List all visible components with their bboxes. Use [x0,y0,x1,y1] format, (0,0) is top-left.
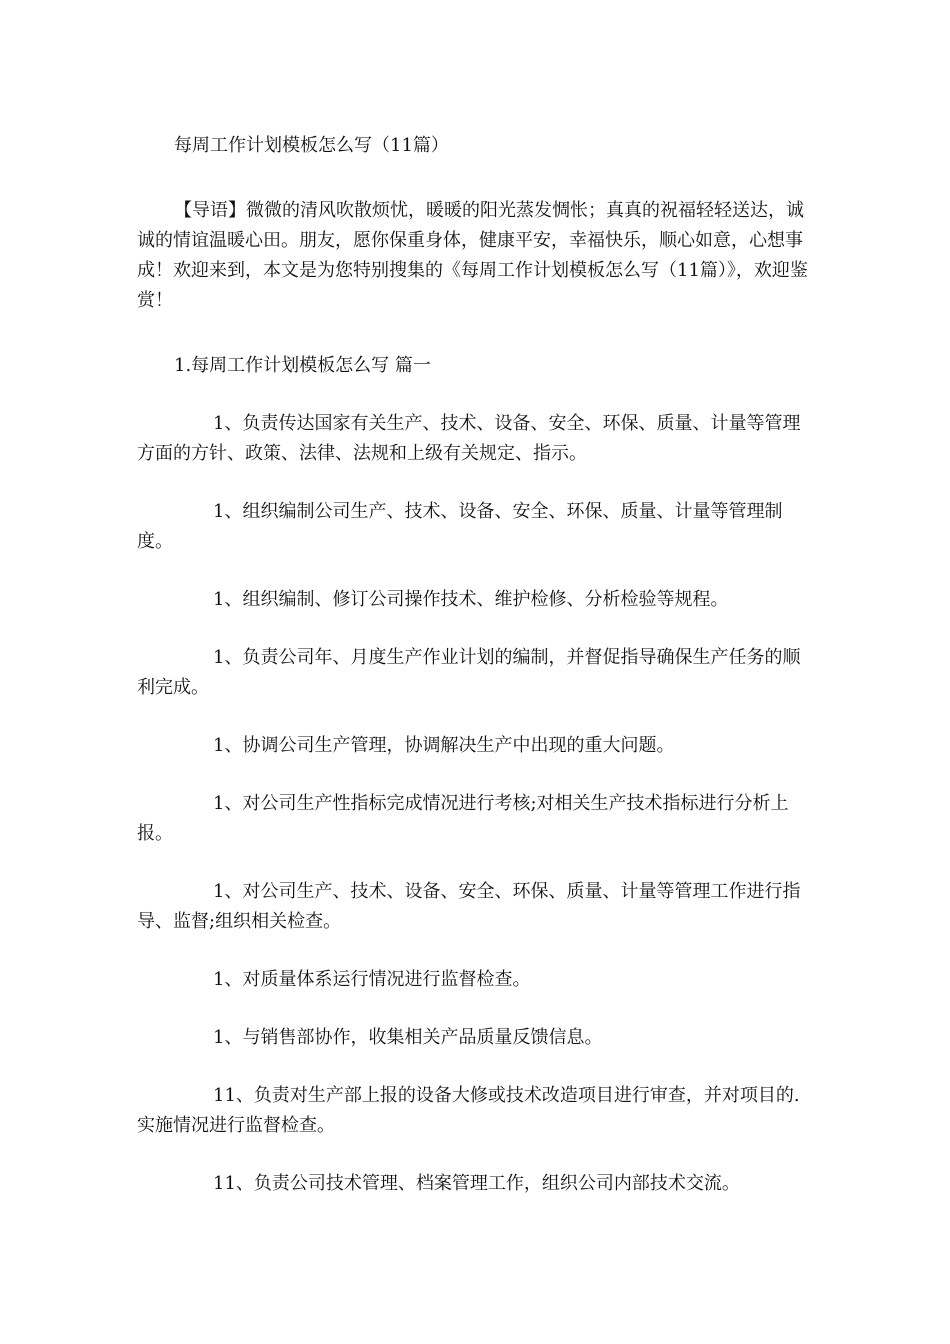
list-item: 1、组织编制、修订公司操作技术、维护检修、分析检验等规程。 [213,589,729,610]
section-heading: 1.每周工作计划模板怎么写 篇一 [174,355,431,376]
list-item: 1、对公司生产性指标完成情况进行考核;对相关生产技术指标进行分析上报。 [137,793,789,844]
list-item: 11、负责对生产部上报的设备大修或技术改造项目进行审查，并对项目的.实施情况进行监督检查。 [137,1085,800,1136]
list-item: 1、对公司生产、技术、设备、安全、环保、质量、计量等管理工作进行指导、监督;组织相关检查。 [137,881,801,932]
list-item: 11、负责公司技术管理、档案管理工作，组织公司内部技术交流。 [213,1173,740,1194]
document-title: 每周工作计划模板怎么写（11篇） [174,135,449,156]
list-item: 1、协调公司生产管理，协调解决生产中出现的重大问题。 [213,735,675,756]
intro-paragraph: 【导语】微微的清风吹散烦忧，暖暖的阳光蒸发惆怅；真真的祝福轻轻送达，诚诚的情谊温暖心田。朋友，愿你保重身体，健康平安，幸福快乐，顺心如意，心想事成！欢迎来到，本文是为您特别搜集的《每周工作计划模板怎么写（11篇）》，欢迎鉴赏！ [137,200,808,311]
list-item: 1、组织编制公司生产、技术、设备、安全、环保、质量、计量等管理制度。 [137,501,783,552]
list-item: 1、对质量体系运行情况进行监督检查。 [213,969,531,990]
list-item: 1、负责传达国家有关生产、技术、设备、安全、环保、质量、计量等管理方面的方针、政策、法律、法规和上级有关规定、指示。 [137,413,801,464]
document-content [137,131,817,1227]
list-item: 1、负责公司年、月度生产作业计划的编制，并督促指导确保生产任务的顺利完成。 [137,647,801,698]
list-item: 1、与销售部协作，收集相关产品质量反馈信息。 [213,1027,603,1048]
